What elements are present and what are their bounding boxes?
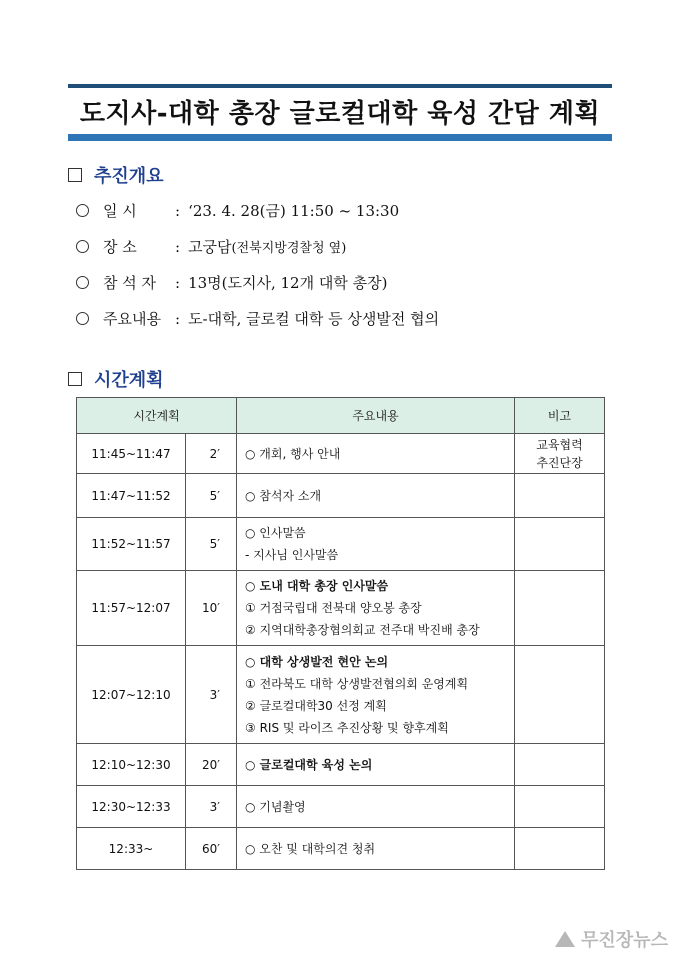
- row-content: [237, 828, 515, 870]
- row-note: 교육협력 추진단장: [515, 434, 605, 474]
- overview-label: 일 시: [103, 202, 137, 220]
- row-time: 12:33~: [77, 828, 186, 870]
- schedule-table: [76, 397, 605, 870]
- row-content: [237, 646, 515, 744]
- content-line: ○ 도내 대학 총장 인사말씀: [245, 579, 389, 593]
- row-note: [515, 744, 605, 786]
- section-schedule-heading: [68, 366, 164, 392]
- row-note: [515, 571, 605, 646]
- overview-label: 참 석 자: [103, 274, 157, 292]
- content-line: ○ 오찬 및 대학의견 청취: [245, 841, 376, 856]
- overview-value: 13명(도지사, 12개 대학 총장): [188, 274, 388, 292]
- overview-value: ‘23. 4. 28(금) 11:50 ~ 13:30: [188, 202, 400, 220]
- title-block: [68, 84, 612, 141]
- table-row: [77, 744, 605, 786]
- row-note: [515, 786, 605, 828]
- content-line: ○ 참석자 소개: [245, 488, 322, 503]
- row-time: 11:57~12:07: [77, 571, 186, 646]
- row-content: [237, 786, 515, 828]
- square-bullet-icon: [68, 168, 82, 182]
- overview-value: 도-대학, 글로컬 대학 등 상생발전 협의: [188, 310, 440, 328]
- overview-note: (전북지방경찰청 옆): [231, 241, 347, 256]
- row-time: 11:52~11:57: [77, 518, 186, 571]
- table-row: [77, 434, 605, 474]
- mountain-logo-icon: [555, 931, 575, 947]
- table-row: [77, 646, 605, 744]
- content-line: ③ RIS 및 라이즈 추진상황 및 향후계획: [245, 720, 449, 735]
- table-row: [77, 828, 605, 870]
- content-line: ① 거점국립대 전북대 양오봉 총장: [245, 601, 422, 615]
- row-note: [515, 828, 605, 870]
- row-content: [237, 518, 515, 571]
- row-duration: 3′: [186, 646, 237, 744]
- header-note: 비고: [515, 398, 605, 434]
- row-note: [515, 474, 605, 518]
- overview-item: [76, 272, 387, 293]
- watermark-text: 무진장뉴스: [581, 930, 668, 951]
- content-line: ② 글로컬대학30 선정 계획: [245, 698, 387, 713]
- content-line: ○ 인사말씀: [245, 526, 306, 540]
- row-note: [515, 646, 605, 744]
- overview-colon: :: [175, 237, 181, 256]
- overview-label: 장 소: [103, 238, 137, 256]
- content-line: ○ 대학 상생발전 현안 논의: [245, 654, 389, 669]
- circle-bullet-icon: [76, 204, 89, 217]
- row-content: [237, 571, 515, 646]
- content-line: ○ 개회, 행사 안내: [245, 446, 341, 461]
- overview-colon: :: [175, 273, 181, 292]
- row-content: [237, 744, 515, 786]
- content-line: - 지사님 인사말씀: [245, 548, 339, 562]
- header-time: 시간계획: [77, 398, 237, 434]
- row-duration: 60′: [186, 828, 237, 870]
- section-schedule-label: 시간계획: [94, 370, 164, 391]
- page-title: 도지사-대학 총장 글로컬대학 육성 간담 계획: [79, 98, 601, 129]
- row-duration: 3′: [186, 786, 237, 828]
- circle-bullet-icon: [76, 240, 89, 253]
- circle-bullet-icon: [76, 276, 89, 289]
- overview-value: 고궁담: [188, 238, 232, 256]
- table-header-row: [77, 398, 605, 434]
- overview-colon: :: [175, 201, 181, 220]
- content-line: ○ 기념촬영: [245, 799, 306, 814]
- row-duration: 20′: [186, 744, 237, 786]
- row-time: 12:30~12:33: [77, 786, 186, 828]
- overview-item: [76, 200, 399, 221]
- content-line: ○ 글로컬대학 육성 논의: [245, 757, 373, 772]
- overview-item: [76, 236, 346, 257]
- overview-label: 주요내용: [103, 310, 161, 328]
- section-overview-label: 추진개요: [94, 166, 164, 187]
- row-content: [237, 434, 515, 474]
- overview-item: [76, 308, 439, 329]
- row-note: [515, 518, 605, 571]
- row-time: 12:07~12:10: [77, 646, 186, 744]
- row-duration: 10′: [186, 571, 237, 646]
- content-line: ① 전라북도 대학 상생발전협의회 운영계획: [245, 676, 469, 691]
- table-row: [77, 474, 605, 518]
- table-row: [77, 571, 605, 646]
- title-bottom-rule: [68, 134, 612, 141]
- table-row: [77, 518, 605, 571]
- table-row: [77, 786, 605, 828]
- row-time: 11:45~11:47: [77, 434, 186, 474]
- watermark: [555, 926, 668, 952]
- row-time: 11:47~11:52: [77, 474, 186, 518]
- row-duration: 2′: [186, 434, 237, 474]
- content-line: ② 지역대학총장협의회교 전주대 박진배 총장: [245, 623, 480, 637]
- square-bullet-icon: [68, 372, 82, 386]
- header-content: 주요내용: [237, 398, 515, 434]
- row-duration: 5′: [186, 474, 237, 518]
- section-overview-heading: [68, 162, 164, 188]
- circle-bullet-icon: [76, 312, 89, 325]
- overview-colon: :: [175, 309, 181, 328]
- row-duration: 5′: [186, 518, 237, 571]
- row-time: 12:10~12:30: [77, 744, 186, 786]
- row-content: [237, 474, 515, 518]
